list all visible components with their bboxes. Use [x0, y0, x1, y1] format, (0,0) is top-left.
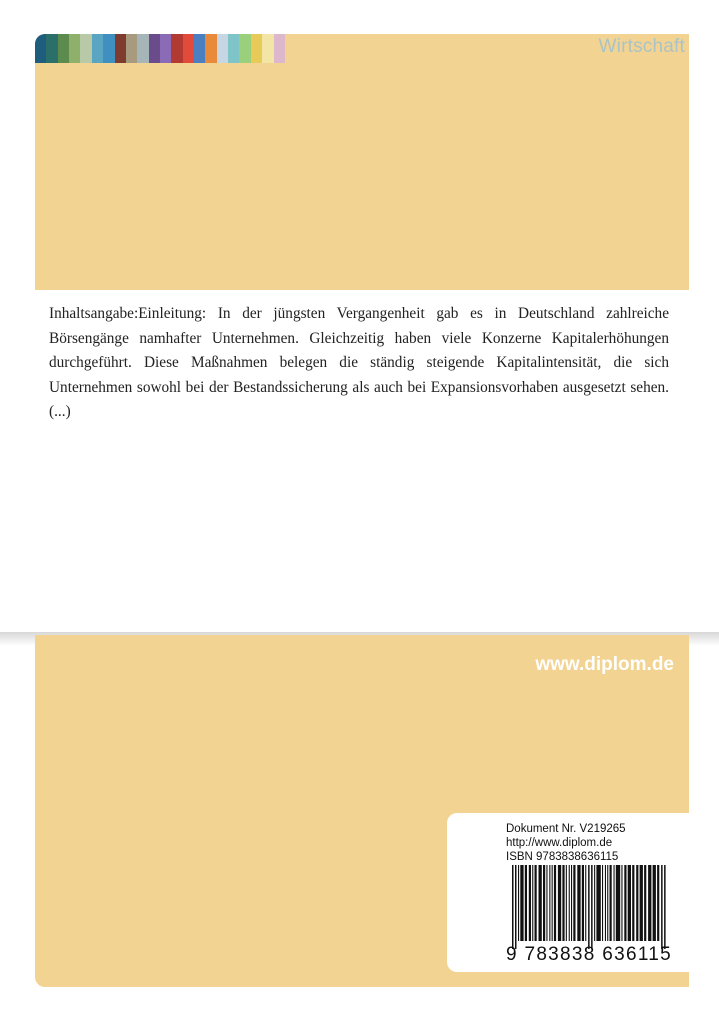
- color-stripe: [160, 34, 171, 63]
- barcode-bar: [525, 865, 527, 941]
- color-stripe: [92, 34, 103, 63]
- color-stripes: [35, 34, 285, 63]
- cover-top-panel: [35, 34, 689, 290]
- color-stripe: [251, 34, 262, 63]
- barcode-bar: [664, 865, 666, 949]
- barcode-bar: [582, 865, 584, 941]
- barcode-bar: [602, 865, 603, 941]
- barcode-bar: [520, 865, 523, 941]
- barcode-bar: [518, 865, 519, 941]
- barcode-bar: [532, 865, 533, 941]
- publisher-url[interactable]: www.diplom.de: [535, 654, 674, 675]
- barcode-bar: [588, 865, 590, 949]
- color-stripe: [58, 34, 69, 63]
- barcode-bar: [616, 865, 620, 941]
- color-stripe: [274, 34, 285, 63]
- barcode-bar: [621, 865, 622, 941]
- barcode-bar: [628, 865, 631, 941]
- color-stripe: [80, 34, 91, 63]
- barcode-bar: [558, 865, 561, 941]
- barcode-bar: [624, 865, 626, 941]
- isbn-label: ISBN 9783838636115: [506, 851, 619, 863]
- barcode-bar: [657, 865, 659, 941]
- barcode-bar: [661, 865, 663, 949]
- color-stripe: [217, 34, 228, 63]
- barcode-bar: [614, 865, 615, 941]
- color-stripe: [69, 34, 80, 63]
- color-stripe: [46, 34, 57, 63]
- barcode-bar: [591, 865, 593, 949]
- barcode-bar: [596, 865, 600, 941]
- color-stripe: [149, 34, 160, 63]
- barcode-bar: [632, 865, 634, 941]
- barcode-bar: [594, 865, 595, 941]
- document-meta: [506, 822, 626, 864]
- barcode-digits: 9 783838 636115: [506, 944, 673, 965]
- barcode-bar: [549, 865, 550, 941]
- color-stripe: [194, 34, 205, 63]
- color-stripe: [103, 34, 114, 63]
- color-stripe: [239, 34, 250, 63]
- color-stripe: [183, 34, 194, 63]
- barcode-bar: [552, 865, 553, 941]
- color-stripe: [115, 34, 126, 63]
- barcode-bar: [644, 865, 646, 941]
- barcode-bar: [546, 865, 547, 941]
- barcode-bar: [636, 865, 638, 941]
- color-stripe: [262, 34, 273, 63]
- document-url[interactable]: http://www.diplom.de: [506, 837, 613, 849]
- barcode-bar: [554, 865, 556, 941]
- color-stripe: [171, 34, 182, 63]
- barcode-bar: [571, 865, 572, 941]
- barcode: [512, 865, 672, 949]
- color-stripe: [205, 34, 216, 63]
- barcode-bar: [607, 865, 608, 941]
- barcode-bar: [585, 865, 586, 941]
- barcode-bar: [577, 865, 580, 941]
- barcode-bar: [648, 865, 651, 941]
- barcode-bar: [610, 865, 612, 941]
- barcode-bar: [605, 865, 606, 941]
- barcode-bar: [543, 865, 545, 941]
- barcode-bar: [535, 865, 537, 941]
- color-stripe: [137, 34, 148, 63]
- barcode-bar: [653, 865, 656, 941]
- document-number: Dokument Nr. V219265: [506, 823, 626, 835]
- category-label: Wirtschaft: [598, 36, 685, 57]
- barcode-bar: [562, 865, 564, 941]
- barcode-bar: [573, 865, 575, 941]
- color-stripe: [35, 34, 46, 63]
- barcode-bar: [529, 865, 531, 941]
- barcode-bar: [515, 865, 517, 949]
- description-text: Inhaltsangabe:Einleitung: In der jüngsten Vergangenheit gab es in Deutschland zahlreiche Börsengänge namhafter Unternehmen. Gleichzeitig haben viele Konzerne Kapitalerhöhungen durchgeführt. Diese Maßnahmen belegen die ständig steigende Kapitalintensität, die sich Unternehmen sowohl bei der Bestandssicherung als auch bei Expansionsvorhaben ausgesetzt sehen. (...): [49, 305, 669, 421]
- color-stripe: [126, 34, 137, 63]
- barcode-bar: [569, 865, 570, 941]
- color-stripe: [228, 34, 239, 63]
- barcode-bar: [539, 865, 542, 941]
- barcode-bar: [640, 865, 643, 941]
- barcode-bar: [566, 865, 567, 941]
- barcode-bar: [512, 865, 514, 949]
